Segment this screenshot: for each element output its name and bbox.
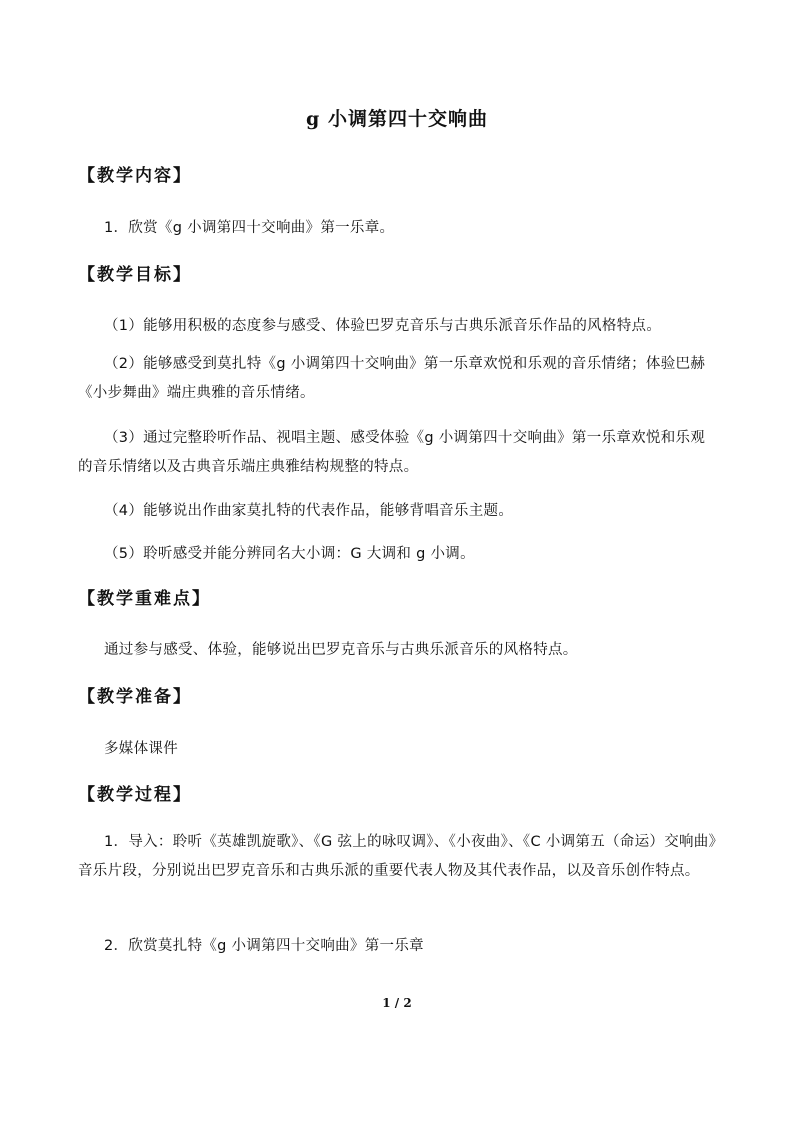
preparation-text: 多媒体课件 bbox=[104, 741, 178, 757]
goal-item-3: （3）通过完整聆听作品、视唱主题、感受体验《g 小调第四十交响曲》第一乐章欢悦和乐观的音乐情绪以及古典音乐端庄典雅结构规整的特点。 bbox=[78, 430, 706, 475]
process-item-2: 2．欣赏莫扎特《g 小调第四十交响曲》第一乐章 bbox=[104, 938, 424, 954]
process-item-1: 1．导入：聆听《英雄凯旋歌》、《G 弦上的咏叹调》、《小夜曲》、《C 小调第五（命运）交响曲》音乐片段，分别说出巴罗克音乐和古典乐派的重要代表人物及其代表作品，以及音乐创作特点。 bbox=[78, 834, 717, 879]
page-number: 1 / 2 bbox=[382, 996, 412, 1010]
section-heading-goals: 【教学目标】 bbox=[78, 265, 192, 285]
section-heading-key-points: 【教学重难点】 bbox=[78, 589, 211, 609]
section-heading-content: 【教学内容】 bbox=[78, 166, 192, 186]
goal-item-2: （2）能够感受到莫扎特《g 小调第四十交响曲》第一乐章欢悦和乐观的音乐情绪；体验巴赫《小步舞曲》端庄典雅的音乐情绪。 bbox=[78, 356, 706, 401]
goal-item-4: （4）能够说出作曲家莫扎特的代表作品，能够背唱音乐主题。 bbox=[104, 503, 514, 519]
section-heading-process: 【教学过程】 bbox=[78, 785, 192, 805]
goal-item-5: （5）聆听感受并能分辨同名大小调：G 大调和 g 小调。 bbox=[104, 546, 475, 562]
goal-item-1: （1）能够用积极的态度参与感受、体验巴罗克音乐与古典乐派音乐作品的风格特点。 bbox=[104, 318, 662, 334]
document-title: g 小调第四十交响曲 bbox=[306, 108, 488, 130]
section-heading-preparation: 【教学准备】 bbox=[78, 687, 192, 707]
content-item-1: 1．欣赏《g 小调第四十交响曲》第一乐章。 bbox=[104, 220, 395, 236]
key-points-text: 通过参与感受、体验，能够说出巴罗克音乐与古典乐派音乐的风格特点。 bbox=[104, 642, 578, 658]
